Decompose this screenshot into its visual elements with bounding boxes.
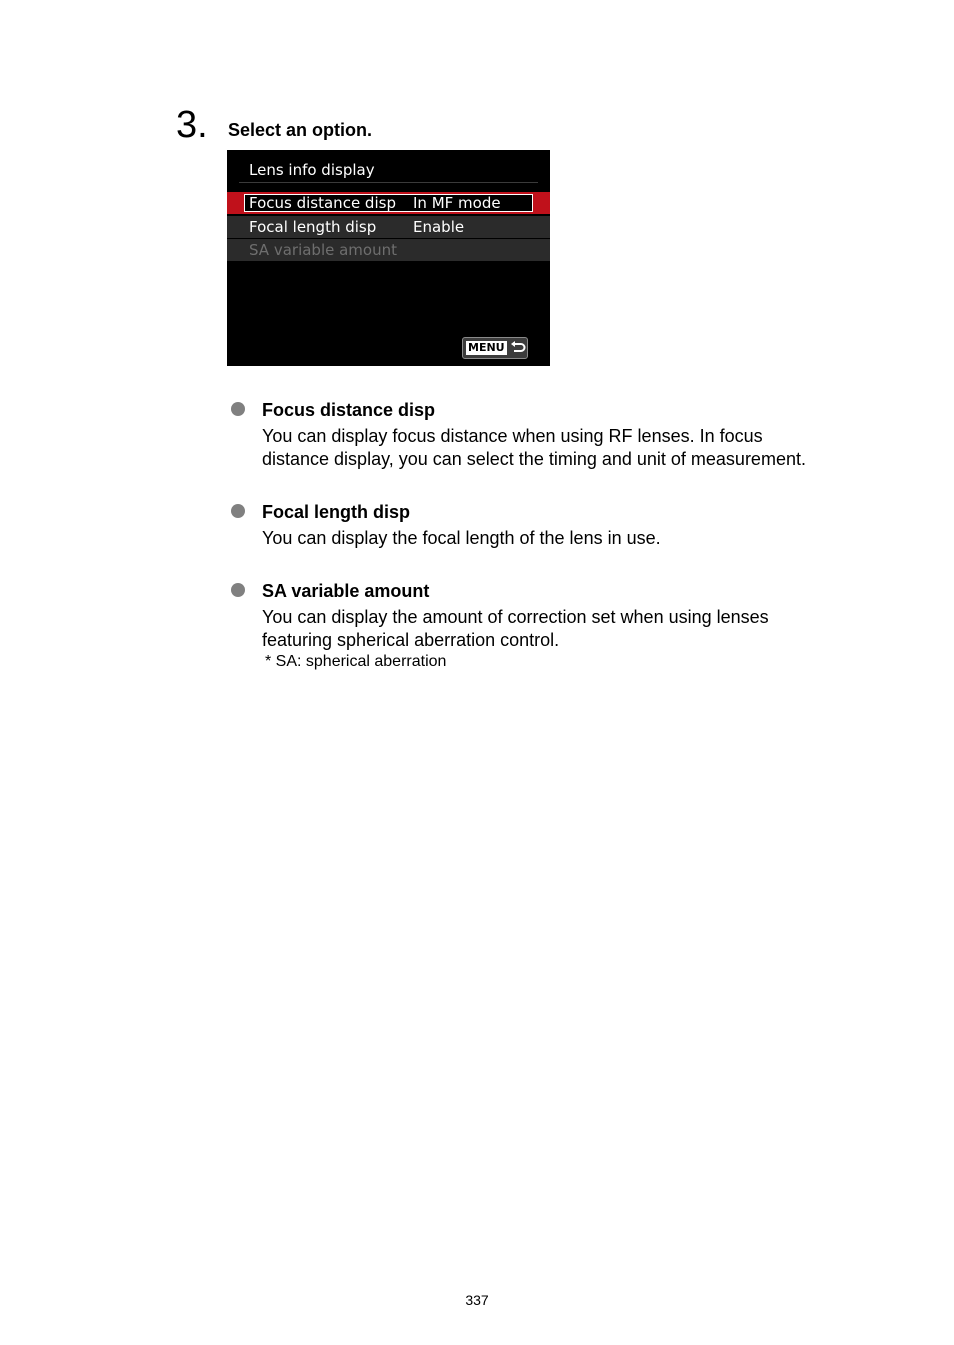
bullet-icon [231, 504, 245, 518]
page-number: 337 [465, 1292, 489, 1308]
menu-back-button[interactable] [462, 337, 528, 359]
row-label: Focus distance disp [249, 194, 396, 212]
desc-line: You can display the amount of correction set when using lenses [262, 607, 769, 627]
menu-row-focus-distance[interactable] [227, 192, 550, 214]
title-divider [239, 182, 538, 183]
bullet-icon [231, 583, 245, 597]
item-description [262, 527, 661, 550]
bullet-icon [231, 402, 245, 416]
item-description [262, 606, 769, 652]
row-value: In MF mode [413, 194, 501, 212]
desc-line: featuring spherical aberration control. [262, 630, 560, 650]
screen-title: Lens info display [249, 161, 375, 179]
camera-menu-screen [227, 150, 550, 366]
return-arrow-icon [510, 341, 526, 356]
item-title: Focus distance disp [262, 400, 436, 420]
item-description [262, 425, 806, 471]
desc-line: You can display the focal length of the lens in use. [262, 528, 661, 548]
menu-row-sa-variable [227, 239, 550, 261]
menu-label: MENU [468, 341, 505, 354]
item-title: Focal length disp [262, 502, 411, 522]
row-value: Enable [413, 218, 465, 236]
item-title: SA variable amount [262, 581, 430, 601]
row-label: Focal length disp [249, 218, 377, 236]
menu-row-focal-length[interactable] [227, 216, 550, 238]
desc-line: You can display focus distance when using RF lenses. In focus [262, 426, 763, 446]
desc-line: distance display, you can select the timing and unit of measurement. [262, 449, 806, 469]
footnote: * SA: spherical aberration [265, 653, 447, 670]
row-label: SA variable amount [249, 241, 397, 259]
step-number: 3. [176, 104, 208, 146]
step-title: Select an option. [228, 120, 373, 140]
